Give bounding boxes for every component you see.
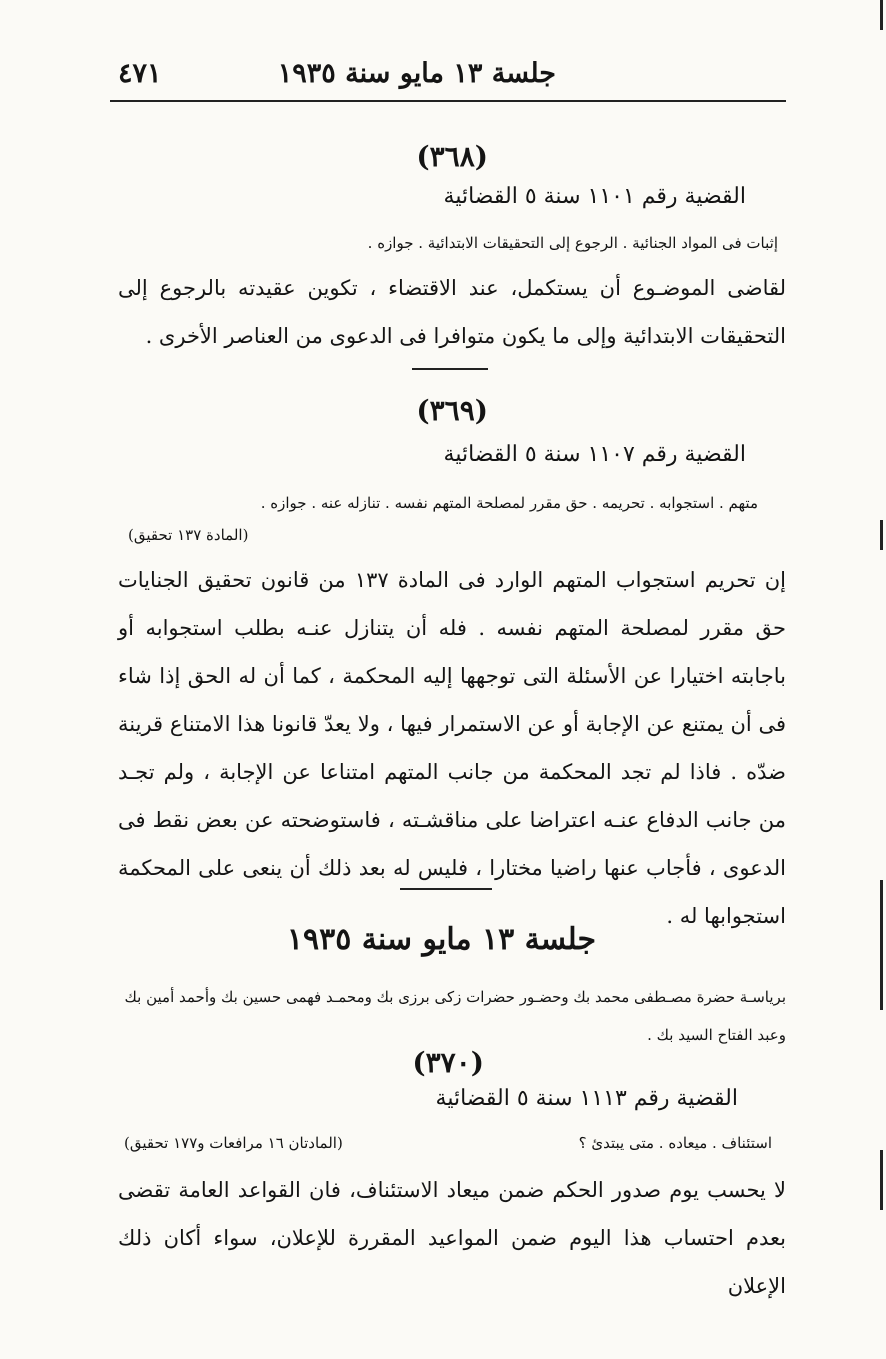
case-body: لقاضى الموضـوع أن يستكمل، عند الاقتضاء ، تكوين عقيدته بالرجوع إلى التحقيقات الابتدائية وإلى ما يكون متوافرا فى الدعوى من العناصر الأخرى . xyxy=(118,276,786,348)
case-keywords: استئناف . ميعاده . متى يبتدئ ؟ xyxy=(578,1134,772,1152)
page-edge-mark xyxy=(880,1150,883,1210)
separator-rule xyxy=(400,888,492,890)
page-edge-mark xyxy=(880,520,883,550)
header-rule xyxy=(110,100,786,102)
case-number: (٣٦٩) xyxy=(416,394,488,427)
session-title: جلسة ١٣ مايو سنة ١٩٣٥ xyxy=(286,922,596,957)
case-reference: القضية رقم ١١١٣ سنة ٥ القضائية xyxy=(435,1086,738,1111)
case-number: (٣٧٠) xyxy=(412,1046,484,1079)
separator-rule xyxy=(412,368,488,370)
article-reference: (المادة ١٣٧ تحقيق) xyxy=(128,526,249,544)
presiding-judges: برياسـة حضرة مصـطفى محمد بك وحضـور حضرات زكى برزى بك ومحمـد فهمى حسين بك وأحمد أمين بك وعبد الفتاح السيد بك . xyxy=(124,988,786,1044)
case-body: لا يحسب يوم صدور الحكم ضمن ميعاد الاستئناف، فان القواعد العامة تقضى بعدم احتساب هذا اليوم ضمن المواعيد المقررة للإعلان، سواء أكان ذلك الإعلان xyxy=(118,1178,786,1298)
case-keywords: متهم . استجوابه . تحريمه . حق مقرر لمصلحة المتهم نفسه . تنازله عنه . جوازه . xyxy=(260,494,758,512)
case-number: (٣٦٨) xyxy=(416,140,488,173)
case-reference: القضية رقم ١١٠٧ سنة ٥ القضائية xyxy=(443,442,746,467)
running-title: جلسة ١٣ مايو سنة ١٩٣٥ xyxy=(277,58,556,89)
page-edge-mark xyxy=(880,880,883,1010)
case-body: إن تحريم استجواب المتهم الوارد فى المادة ١٣٧ من قانون تحقيق الجنايات حق مقرر لمصلحة المتهم نفسه . فله أن يتنازل عنـه بطلب استجوابه أو باجابته اختيارا عن الأسئلة التى توجهها إليه المحكمة ، كما أن له الحق إذا شاء فى أن يمتنع عن الإجابة أو عن الاستمرار فيها ، ولا يعدّ قانونا هذا الامتناع قرينة ضدّه . فاذا لم تجد المحكمة من جانب المتهم امتناعا عن الإجابة ، ولم تجـد من جانب الدفاع عنـه اعتراضا على مناقشـته ، فاستوضحته عن بعض نقط فى الدعوى ، فأجاب عنها راضيا مختارا ، فليس له بعد ذلك أن ينعى على المحكمة استجوابها له . xyxy=(118,568,787,928)
article-reference: (المادتان ١٦ مرافعات و١٧٧ تحقيق) xyxy=(124,1134,343,1152)
case-reference: القضية رقم ١١٠١ سنة ٥ القضائية xyxy=(443,184,746,209)
page-number: ٤٧١ xyxy=(118,58,162,89)
page-edge-mark xyxy=(880,0,883,30)
case-keywords: إثبات فى المواد الجنائية . الرجوع إلى التحقيقات الابتدائية . جوازه . xyxy=(367,234,778,252)
